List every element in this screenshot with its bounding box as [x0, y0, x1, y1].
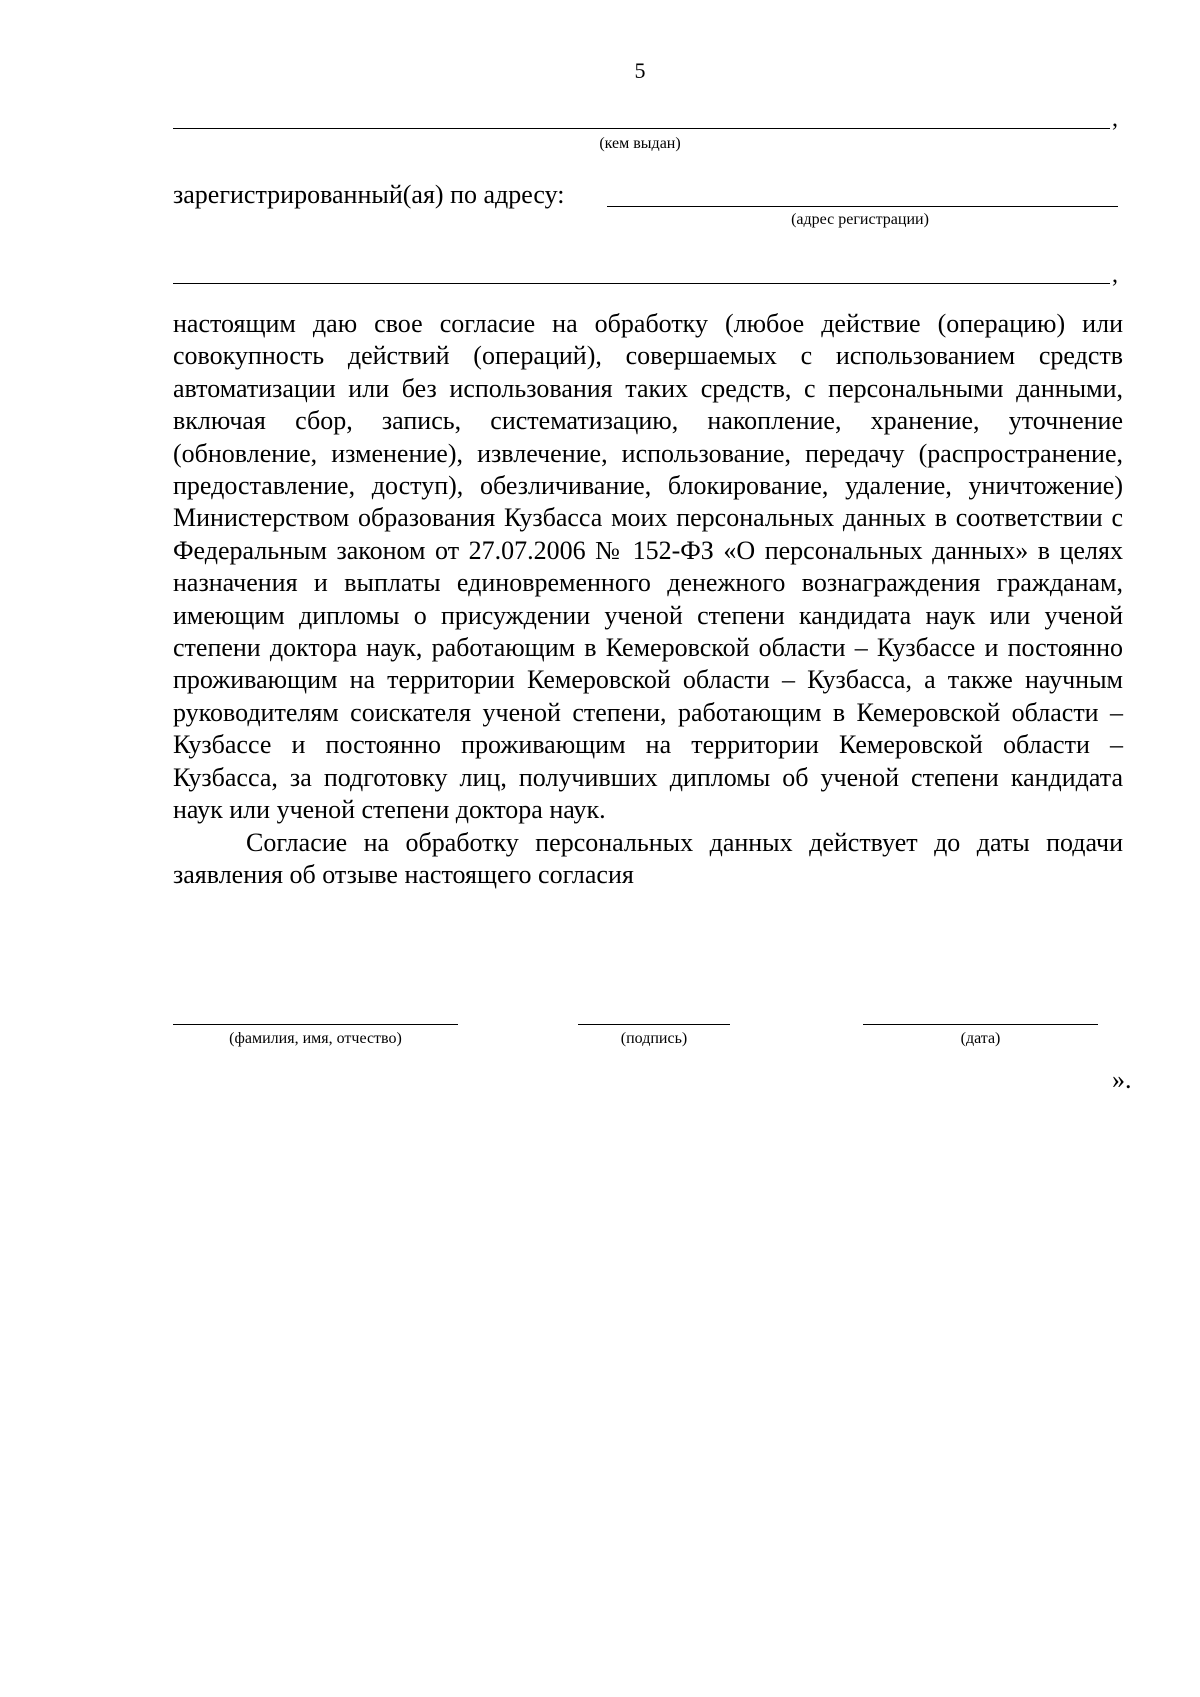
page-number: 5: [634, 58, 646, 83]
closing-quote-mark: ».: [1112, 1065, 1132, 1094]
address-continuation-line: [173, 283, 1110, 284]
registered-label: зарегистрированный(ая) по адресу:: [173, 180, 565, 209]
signature-line: [578, 1024, 730, 1025]
address-comma: ,: [1112, 262, 1118, 288]
issued-by-caption: (кем выдан): [599, 135, 681, 152]
full-name-line: [173, 1024, 458, 1025]
issued-by-line: [173, 128, 1110, 129]
validity-paragraph: Согласие на обработку персональных данных действует до даты подачи заявления об отзыве настоящего согласия: [173, 827, 1123, 889]
date-line: [863, 1024, 1098, 1025]
address-caption: (адрес регистрации): [791, 211, 929, 228]
issued-by-comma: ,: [1112, 106, 1118, 132]
date-caption: (дата): [960, 1030, 1001, 1047]
signature-caption: (подпись): [620, 1030, 688, 1047]
consent-paragraph: настоящим даю свое согласие на обработку (любое действие (операцию) или совокупность действий (операций), совершаемых с использованием средств автоматизации или без использования таких средств, с персональными данными, включая сбор, запись, систематизацию, накопление, хранение, уточнение (обновление, изменение), извлечение, использование, передачу (распространение, предоставление, доступ), обезличивание, блокирование, удаление, уничтожение) Министерством образования Кузбасса моих персональных данных в соответствии с Федеральным законом от 27.07.2006 № 152-ФЗ «О персональных данных» в целях назначения и выплаты единовременного денежного вознаграждения гражданам, имеющим дипломы о присуждении ученой степени кандидата наук или ученой степени доктора наук, работающим в Кемеровской области – Кузбассе и постоянно проживающим на территории Кемеровской области – Кузбасса, а также научным руководителям соискателя ученой степени, работающим в Кемеровской области – Кузбассе и постоянно проживающим на территории Кемеровской области – Кузбасса, за подготовку лиц, получивших дипломы об ученой степени кандидата наук или ученой степени доктора наук.: [173, 309, 1123, 825]
full-name-caption: (фамилия, имя, отчество): [229, 1030, 402, 1047]
address-line: [607, 206, 1118, 207]
consent-text-block: [173, 308, 1123, 891]
